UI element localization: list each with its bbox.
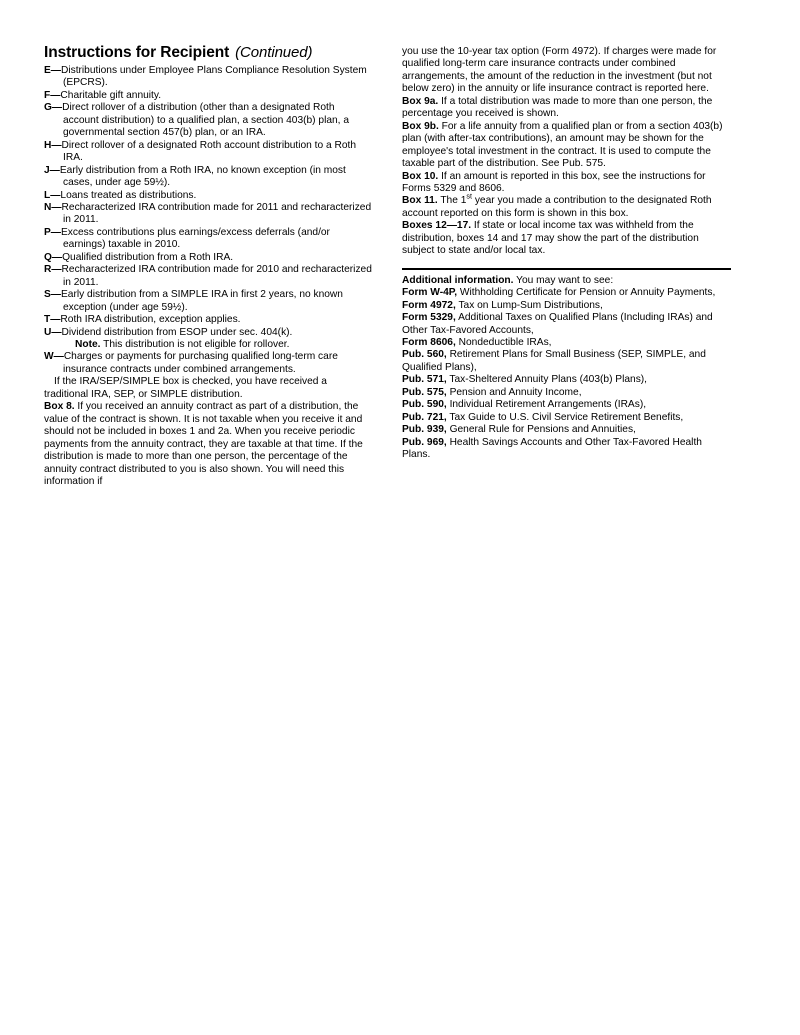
- note-lead: Note.: [75, 338, 101, 350]
- distribution-code-item: [44, 90, 373, 102]
- reference-lead: Pub. 969,: [402, 436, 447, 448]
- distribution-code-item: [44, 202, 373, 227]
- additional-information-lead: Additional information.: [402, 274, 514, 286]
- box-8-lead: Box 8.: [44, 401, 75, 413]
- distribution-code-item: [44, 264, 373, 289]
- note-text: This distribution is not eligible for rollover.: [100, 338, 290, 350]
- page-title-main: Instructions for Recipient: [44, 44, 230, 61]
- box-11-text-before: The 1: [437, 195, 467, 207]
- box-9a-paragraph: [402, 96, 731, 121]
- box-9a-text: If a total distribution was made to more than one person, the percentage you received is shown.: [402, 95, 713, 120]
- reference-text: Tax-Sheltered Annuity Plans (403(b) Plans),: [446, 374, 648, 386]
- additional-information-heading: [402, 275, 731, 287]
- distribution-code-letter: F—: [44, 89, 61, 101]
- reference-item: [402, 349, 731, 374]
- box-9a-lead: Box 9a.: [402, 95, 439, 107]
- distribution-code-text: Excess contributions plus earnings/excess deferrals (and/or earnings) taxable in 2010.: [60, 226, 330, 251]
- reference-lead: Pub. 590,: [402, 399, 447, 411]
- reference-lead: Pub. 721,: [402, 411, 447, 423]
- boxes-12-17-text: If state or local income tax was withheld from the distribution, boxes 14 and 17 may show the part of the distribution subject to state and/or local tax.: [402, 220, 699, 257]
- page-title: [44, 44, 373, 62]
- reference-text: General Rule for Pensions and Annuities,: [446, 424, 636, 436]
- reference-lead: Pub. 939,: [402, 424, 447, 436]
- box-11-superscript: st: [466, 192, 472, 202]
- reference-item: [402, 312, 731, 337]
- box-11-lead: Box 11.: [402, 195, 438, 207]
- reference-lead: Form 4972,: [402, 299, 456, 311]
- box-10-lead: Box 10.: [402, 170, 439, 182]
- reference-text: Tax on Lump-Sum Distributions,: [455, 299, 603, 311]
- box-8-text: If you received an annuity contract as part of a distribution, the value of the contract is shown. It is not taxable when you receive it and should not be included in boxes 1 and 2a. When you receive periodic payments from the annuity contract, they are taxable at that time. If the distribution is made to more than one person, the percentage of the annuity contract distributed to you is also shown. You will need this information if: [44, 401, 363, 487]
- distribution-code-letter: Q—: [44, 251, 63, 263]
- distribution-code-item-w: [44, 351, 373, 376]
- distribution-code-text: Loans treated as distributions.: [60, 189, 197, 201]
- distribution-code-text: Distributions under Employee Plans Compliance Resolution System (EPCRS).: [60, 65, 367, 89]
- distribution-code-letter: H—: [44, 139, 62, 151]
- distribution-code-text: Direct rollover of a designated Roth account distribution to a Roth IRA.: [61, 139, 357, 164]
- distribution-code-item: [44, 289, 373, 314]
- reference-lead: Form 8606,: [402, 336, 456, 348]
- box-9b-paragraph: [402, 121, 731, 171]
- distribution-code-item: [44, 227, 373, 252]
- continuation-paragraph: you use the 10-year tax option (Form 4972). If charges were made for qualified long-term care insurance contracts under combined arrangements, the amount of the reduction in the investment (but not below zero) in the annuity or life insurance contract is reported here.: [402, 46, 717, 95]
- distribution-code-letter: W—: [44, 351, 64, 363]
- distribution-code-list: [44, 65, 373, 339]
- reference-item: [402, 374, 731, 386]
- reference-item: [402, 424, 731, 436]
- reference-item: [402, 337, 731, 349]
- distribution-code-text: Roth IRA distribution, exception applies.: [60, 314, 241, 326]
- reference-item: [402, 300, 731, 312]
- distribution-code-letter: R—: [44, 264, 62, 276]
- reference-text: Retirement Plans for Small Business (SEP, SIMPLE, and Qualified Plans),: [402, 349, 706, 373]
- distribution-code-item: [44, 165, 373, 190]
- box-11-text-after: year you made a contribution to the designated Roth account reported on this form is shown in this box.: [402, 195, 712, 219]
- distribution-code-letter: U—: [44, 326, 62, 338]
- distribution-code-letter: L—: [44, 189, 61, 201]
- distribution-code-item: [44, 327, 373, 339]
- rollover-note: [44, 339, 373, 351]
- reference-lead: Form 5329,: [402, 312, 456, 324]
- section-divider: [402, 268, 731, 270]
- reference-item: [402, 287, 731, 299]
- distribution-code-letter: T—: [44, 314, 61, 326]
- page-title-continued: (Continued): [235, 44, 313, 61]
- distribution-code-text: Charitable gift annuity.: [60, 89, 162, 101]
- distribution-code-text: Dividend distribution from ESOP under sec. 404(k).: [61, 326, 293, 338]
- reference-text: Withholding Certificate for Pension or Annuity Payments,: [457, 287, 716, 299]
- distribution-code-item: [44, 65, 373, 90]
- reference-lead: Form W-4P,: [402, 287, 458, 299]
- distribution-code-letter: N—: [44, 201, 62, 213]
- box-11-paragraph: [402, 192, 731, 220]
- distribution-code-item: [44, 190, 373, 202]
- distribution-code-letter: J—: [44, 164, 60, 176]
- reference-item: [402, 437, 731, 462]
- distribution-code-item: [44, 102, 373, 139]
- reference-list: [402, 287, 731, 461]
- distribution-code-item: [44, 314, 373, 326]
- left-column: [44, 44, 373, 488]
- boxes-12-17-lead: Boxes 12—17.: [402, 220, 472, 232]
- distribution-code-text: Recharacterized IRA contribution made for 2010 and recharacterized in 2011.: [61, 264, 372, 288]
- reference-lead: Pub. 560,: [402, 349, 447, 361]
- reference-text: Nondeductible IRAs,: [455, 336, 552, 348]
- boxes-12-17-paragraph: [402, 220, 731, 257]
- distribution-code-text: Early distribution from a Roth IRA, no known exception (in most cases, under age 59½).: [59, 164, 346, 189]
- ira-sep-simple-paragraph: If the IRA/SEP/SIMPLE box is checked, you have received a traditional IRA, SEP, or SIMPLE distribution.: [44, 376, 327, 400]
- two-column-layout: [44, 44, 748, 488]
- distribution-code-letter: E—: [44, 65, 61, 76]
- distribution-code-item: [44, 252, 373, 264]
- additional-information-text: You may want to see:: [513, 274, 614, 286]
- distribution-code-text: Qualified distribution from a Roth IRA.: [62, 251, 234, 263]
- distribution-code-text: Recharacterized IRA contribution made for 2011 and recharacterized in 2011.: [61, 201, 372, 226]
- box-8-paragraph: [44, 401, 373, 488]
- distribution-code-text: Direct rollover of a distribution (other than a designated Roth account distribution) to a qualified plan, a section 403(b) plan, a governmental section 457(b) plan, or an IRA.: [62, 102, 349, 139]
- distribution-code-letter: P—: [44, 226, 61, 238]
- reference-text: Additional Taxes on Qualified Plans (Including IRAs) and Other Tax-Favored Accounts,: [402, 312, 713, 336]
- box-10-text: If an amount is reported in this box, see the instructions for Forms 5329 and 8606.: [402, 170, 706, 194]
- distribution-code-text: Early distribution from a SIMPLE IRA in first 2 years, no known exception (under age 59½).: [60, 289, 343, 313]
- reference-text: Individual Retirement Arrangements (IRAs),: [446, 399, 647, 411]
- box-10-paragraph: [402, 171, 731, 196]
- reference-item: [402, 399, 731, 411]
- distribution-code-item: [44, 140, 373, 165]
- box-9b-text: For a life annuity from a qualified plan or from a section 403(b) plan (with after-tax contributions), an amount may be shown for the employee's total investment in the contract. It is used to compute the taxable part of the distribution. See Pub. 575.: [402, 120, 723, 170]
- reference-lead: Pub. 575,: [402, 386, 447, 398]
- reference-lead: Pub. 571,: [402, 374, 447, 386]
- distribution-code-letter: S—: [44, 289, 61, 301]
- box-9b-lead: Box 9b.: [402, 120, 439, 132]
- right-column: [402, 44, 731, 462]
- reference-text: Pension and Annuity Income,: [446, 386, 582, 398]
- reference-item: [402, 387, 731, 399]
- reference-text: Health Savings Accounts and Other Tax-Favored Health Plans.: [402, 436, 702, 461]
- reference-item: [402, 412, 731, 424]
- distribution-code-text: Charges or payments for purchasing qualified long-term care insurance contracts under combined arrangements.: [63, 351, 338, 375]
- distribution-code-letter: G—: [44, 102, 63, 114]
- reference-text: Tax Guide to U.S. Civil Service Retirement Benefits,: [446, 411, 684, 423]
